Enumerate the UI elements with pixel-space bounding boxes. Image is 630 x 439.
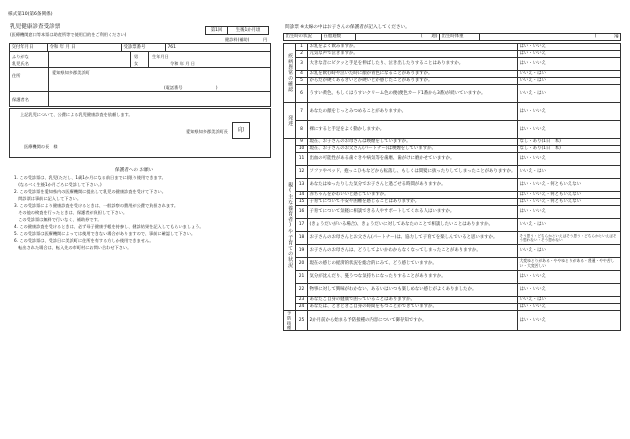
sex-male: 男 xyxy=(134,54,139,59)
row-question: あなたの顔をじっとみつめることがありますか。 xyxy=(308,103,518,121)
category-disease: 疾病異常の確認 xyxy=(284,44,296,103)
row-question: 赤ちゃんをかわいいと感じていますか。 xyxy=(308,192,518,199)
row-no: 9 xyxy=(296,139,308,146)
row-answer: はい・いいえ xyxy=(518,153,621,166)
row-question: 気分が沈んだり、憂うつな気持ちになったりすることがありますか。 xyxy=(308,271,518,284)
notes-list xyxy=(14,174,204,251)
row-answer: はい・いいえ xyxy=(518,304,621,311)
note-line: 転出された場合は、転入先の市町村にお問い合わせ下さい。 xyxy=(14,245,132,250)
row-answer: いいえ・はい xyxy=(518,85,621,103)
request-text: 上記乳児について、公費による乳児健康診査を依頼します。 xyxy=(20,112,133,117)
questionnaire-title: 問診票 ※太線の中はお子さんの保護者が記入してください。 xyxy=(285,25,410,30)
row-answer: 大変ゆとりがある・ややゆとりがある・普通・やや苦しい・大変苦しい xyxy=(518,258,621,271)
note-line: 3. この受診票により健康診査を受けるときは、一般診察の費用が公費で負担されます。 xyxy=(14,203,179,208)
row-no: 8 xyxy=(296,121,308,139)
birth-status-grid xyxy=(283,33,621,41)
row-question: 子育てについて不安や困難を感じることはありますか。 xyxy=(308,199,518,206)
fee-unit: 円 xyxy=(263,37,268,42)
row-answer: いいえ・はい xyxy=(518,166,621,179)
row-answer: いいえ・はい xyxy=(518,297,621,304)
row-answer: はい・いいえ xyxy=(518,121,621,139)
row-answer: はい・いいえ xyxy=(518,103,621,121)
row-no: 20 xyxy=(296,258,308,271)
row-no: 3 xyxy=(296,58,308,71)
row-question: 子育てについて気軽に相談できる人やサポートしてくれる人はいますか。 xyxy=(308,206,518,219)
row-question: 出血の可能性がある歯ぐきや病気等を歯磨、歯がけに磨かせていますか。 xyxy=(308,153,518,166)
address-label: 住所 xyxy=(12,73,21,78)
row-no: 25 xyxy=(296,311,308,331)
clinic-addressee: 医療機関の長 様 xyxy=(24,144,58,149)
note-line: この受診票は無料で行いなく、補助券です。 xyxy=(14,217,102,222)
address-value: 愛知県知多郡美浜町 xyxy=(52,70,90,75)
row-no: 10 xyxy=(296,146,308,153)
row-question: 現在、お子さんのお母さんは喫煙をしていますか。 xyxy=(308,139,518,146)
issue-date-value: 令和 年 月 日 xyxy=(48,44,122,52)
row-question: お乳をよく飲みますか。 xyxy=(308,44,518,51)
row-answer: はい・いいえ xyxy=(518,58,621,71)
birthdate-label: 生年月日 xyxy=(152,54,169,59)
form-title: 乳児健康診査受診票 xyxy=(10,24,61,30)
row-question: 現在、お子さんのお父さん(パートナー)は喫煙をしていますか。 xyxy=(308,146,518,153)
note-line: 1. この受診票は、乳児(ただし、1歳1か月になる前日までに)限り使用できます。 xyxy=(14,175,166,180)
sex-female: 女 xyxy=(134,61,139,66)
row-answer: はい・いいえ・何ともいえない xyxy=(518,192,621,199)
row-question: あなたご自身の健康で困っていることはありますか。 xyxy=(308,297,518,304)
notes-title: 保護者への お願い xyxy=(115,168,154,173)
row-question: 物事に対して興味がわかない、あるいはいつも楽しめない感じがよくありましたか。 xyxy=(308,284,518,297)
row-question: 現在の感じの経済的状況を総合的にみて、どう感じていますか。 xyxy=(308,258,518,271)
row-answer: はい・いいえ・何ともいえない xyxy=(518,199,621,206)
birth-weight-unit: ( )g xyxy=(480,34,621,41)
row-answer: はい・いいえ xyxy=(518,51,621,58)
note-line: 6. この受診票は、受診日に美浜町に住所を有する方しか使用できません。 xyxy=(14,238,154,243)
row-question: うすい黄色、もしくはうすいクリーム色の便(便色カード1番から3番)が続いていますか。 xyxy=(308,85,518,103)
seal-box: 印 xyxy=(232,122,250,139)
row-question: お子さんのお母さんは、どうしてよいかわからなくなってしまったことがありますか。 xyxy=(308,245,518,258)
row-no: 2 xyxy=(296,51,308,58)
ticket-no-label: 受診票番号 xyxy=(122,44,166,52)
row-no: 17 xyxy=(296,219,308,232)
row-answer: はい・いいえ xyxy=(518,206,621,219)
row-no: 19 xyxy=(296,245,308,258)
row-answer: はい・いいえ xyxy=(518,311,621,331)
gestation-unit: ( 週) xyxy=(356,34,440,41)
row-question: あなたは、ときどきご自身の時間をもつことができていますか。 xyxy=(308,304,518,311)
row-question: 元気な声で泣きますか。 xyxy=(308,51,518,58)
furigana-label: ふりがな xyxy=(12,54,29,59)
row-answer: いいえ・はい xyxy=(518,219,621,232)
row-question: ソファやベッド、抱っこひもなどから転落し、もしくは間髪に抜ったりしてしまったことがありますか。 xyxy=(308,166,518,179)
note-line: 2. この受診票を愛知県内の医療機関に提出して乳児の健康診査を受けて下さい。 xyxy=(14,189,166,194)
row-no: 15 xyxy=(296,199,308,206)
row-question: あなたはゆったりした気分でお子さんと過ごせる時間がありますか。 xyxy=(308,179,518,192)
row-no: 23 xyxy=(296,297,308,304)
row-answer: はい・いいえ・何ともいえない xyxy=(518,179,621,192)
row-answer: いいえ・はい xyxy=(518,245,621,258)
row-answer: はい・いいえ xyxy=(518,284,621,297)
row-no: 1 xyxy=(296,44,308,51)
category-vaccination: 予防接種 xyxy=(284,311,296,331)
row-no: 18 xyxy=(296,232,308,245)
visit-no: 第1回 xyxy=(206,27,228,35)
row-question: 2か月前から始まる予防接種の内容について御存知ですか。 xyxy=(308,311,518,331)
child-name-label: 乳児氏名 xyxy=(12,61,29,66)
category-development: 発達 xyxy=(284,103,296,139)
form-subtitle: (医療機関窓口等本票は助産所等で使用目的をご利用ください) xyxy=(10,32,127,37)
note-line: (なるべく生後1か月ごろに受診して下さい。) xyxy=(14,182,102,187)
row-question: 大きな音にビクッと手足を伸ばしたり、泣き出したりすることはありますか。 xyxy=(308,58,518,71)
row-no: 16 xyxy=(296,206,308,219)
row-answer: そう思う・どちらかといえばそう思う・どちらかといえばそう思わない・そう思わない xyxy=(518,232,621,245)
issuer-name: 愛知県知多郡美浜町長 xyxy=(186,129,228,134)
note-line: 問診票は事前に記入して下さい。 xyxy=(14,196,82,201)
category-environment: 親(主な養育者)や子育ての状況 xyxy=(284,139,296,311)
birth-status-label: 出生時の状況 xyxy=(284,34,322,41)
note-line: その他の検査を行ったときは、保護者が負担して下さい。 xyxy=(14,210,128,215)
row-question: からだが硬くあるきいとか硬いとか感じたことがありますか。 xyxy=(308,78,518,85)
row-answer: はい・いいえ xyxy=(518,271,621,284)
row-no: 5 xyxy=(296,78,308,85)
row-no: 21 xyxy=(296,271,308,284)
row-no: 6 xyxy=(296,85,308,103)
ticket-no-value: 761 xyxy=(166,44,271,52)
row-no: 4 xyxy=(296,71,308,78)
row-answer: なし・あり(1日 本) xyxy=(518,146,621,153)
questionnaire-table xyxy=(283,43,621,331)
row-answer: なし・あり(1日 本) xyxy=(518,139,621,146)
row-no: 22 xyxy=(296,284,308,297)
note-line: 5. この受診票は医療機関によっては使用できない場合がありますので、事前に確認して下さい。 xyxy=(14,231,196,236)
row-question: (きょうだいがいる場合)、きょうだいに対してあなたのことで相談したいことはありますか。 xyxy=(308,219,518,232)
issue-date-label: 交付年月日 xyxy=(10,44,48,52)
phone-label: (電話番号 ) xyxy=(164,85,218,90)
row-answer: いいえ・はい xyxy=(518,78,621,85)
row-no: 7 xyxy=(296,103,308,121)
form-number: 様式第10(第6条関係) xyxy=(8,12,53,17)
row-answer: いいえ・はい xyxy=(518,71,621,78)
row-no: 24 xyxy=(296,304,308,311)
birthdate-value: 令和 年 月 日 xyxy=(170,61,195,66)
gestation-label: 在胎週数 xyxy=(322,34,356,41)
row-answer: はい・いいえ xyxy=(518,44,621,51)
visit-info-grid xyxy=(205,26,269,35)
fee-label: 健診料(補助) xyxy=(225,37,250,42)
birth-weight-label: 出生時体重 xyxy=(440,34,480,41)
row-no: 13 xyxy=(296,179,308,192)
row-no: 12 xyxy=(296,166,308,179)
month-age: 生後1か月頃 xyxy=(228,27,269,35)
row-no: 11 xyxy=(296,153,308,166)
row-question: お乳を飲む時や泣いた時に顔が青色になることがありますか。 xyxy=(308,71,518,78)
row-question: お子さんのお母さんとお父さん(パートナー)は、協力して子育てを楽しんでいると思いますか。 xyxy=(308,232,518,245)
note-line: 4. この健康診査を受けるときは、必ず母子健康手帳を持参し、健診結果を記入してもらいましょう。 xyxy=(14,224,204,229)
row-no: 14 xyxy=(296,192,308,199)
row-question: 裸にすると手足をよく動かしますか。 xyxy=(308,121,518,139)
guardian-label: 保護者名 xyxy=(12,97,29,102)
